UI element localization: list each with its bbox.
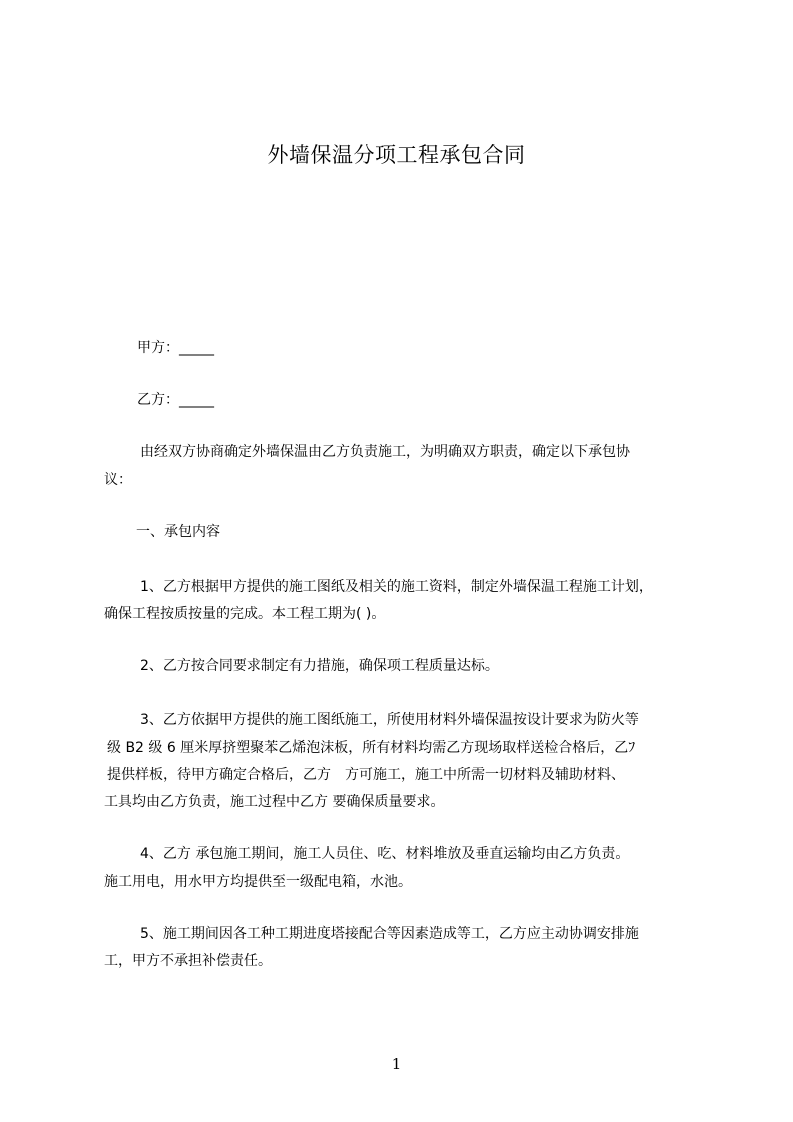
clause-5-line-1: 5、施工期间因各工种工期进度塔接配合等因素造成等工，乙方应主动协调安排施	[140, 926, 639, 942]
clause-3-line-3: 提供样板，待甲方确定合格后，乙方 方可施工，施工中所需一切材料及辅助材料、	[107, 767, 625, 783]
clause-4-line-2: 施工用电，用水甲方均提供至一级配电箱，水池。	[104, 874, 412, 890]
section-heading: 一、承包内容	[136, 524, 220, 540]
party-b-line: 乙方：_____	[137, 392, 214, 408]
intro-paragraph-line-2: 议：	[104, 472, 132, 488]
intro-paragraph-line-1: 由经双方协商确定外墙保温由乙方负责施工，为明确双方职责，确定以下承包协	[140, 444, 630, 460]
party-a-line: 甲方：_____	[137, 340, 214, 356]
clause-3-line-2: 级 B2 级 6 厘米厚挤塑聚苯乙烯泡沫板，所有材料均需乙方现场取样送检合格后，乙ﾌ	[107, 740, 636, 756]
clause-4-line-1: 4、乙方 承包施工期间，施工人员住、吃、材料堆放及垂直运输均由乙方负责。	[140, 846, 630, 862]
clause-3-line-4: 工具均由乙方负责，施工过程中乙方 要确保质量要求。	[104, 794, 445, 810]
page-number: 1	[391, 1055, 402, 1073]
clause-1-line-2: 确保工程按质按量的完成。本工程工期为( )。	[104, 606, 386, 622]
clause-1-line-1: 1、乙方根据甲方提供的施工图纸及相关的施工资料，制定外墙保温工程施工计划，	[140, 579, 653, 595]
document-title: 外墙保温分项工程承包合同	[267, 143, 526, 167]
clause-3-line-1: 3、乙方依据甲方提供的施工图纸施工，所使用材料外墙保温按设计要求为防火等	[140, 712, 639, 728]
clause-2-line-1: 2、乙方按合同要求制定有力措施，确保项工程质量达标。	[140, 658, 499, 674]
clause-5-line-2: 工，甲方不承担补偿责任。	[104, 953, 272, 969]
